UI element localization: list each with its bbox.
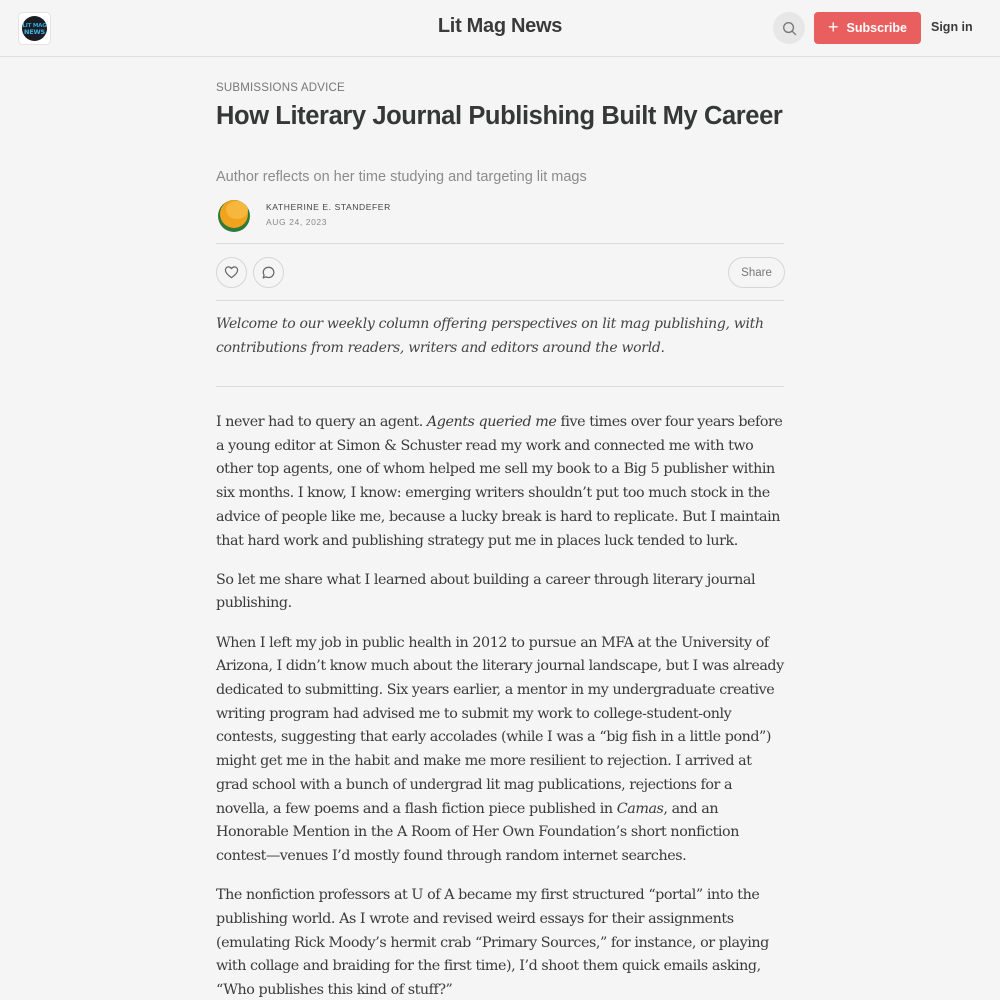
search-icon (782, 21, 797, 36)
publication-logo[interactable] (19, 13, 50, 44)
divider (216, 243, 784, 244)
search-button[interactable] (773, 12, 805, 44)
publish-date: AUG 24, 2023 (266, 217, 328, 227)
like-button[interactable] (216, 257, 247, 288)
top-navigation-bar (0, 0, 1000, 57)
site-title[interactable]: Lit Mag News (437, 15, 563, 37)
heart-icon (224, 265, 239, 280)
author-avatar[interactable] (218, 200, 250, 232)
paragraph: When I left my job in public health in 2012 to pursue an MFA at the University of Arizona, I didn’t know much about the literary journal landscape, but I was already dedicated to submitting. Six years earlier, a mentor in my undergraduate creative writing program had advised me to submit my work to college-student-only contests, suggesting that early accolades (while I was a “big fish in a little pond”) might get me in the habit and make me more resilient to rejection. I arrived at grad school with a bunch of undergrad lit mag publications, rejections for a novella, a few poems and a flash fiction piece published in Camas, and an Honorable Mention in the A Room of Her Own Foundation’s short nonfiction contest—venues I’d mostly found through random internet searches. (216, 634, 784, 864)
comment-button[interactable] (253, 257, 284, 288)
author-name[interactable]: KATHERINE E. STANDEFER (266, 202, 391, 212)
paragraph: I never had to query an agent. Agents queried me five times over four years before a young editor at Simon & Schuster read my work and connected me with two other top agents, one of whom helped me sell my book to a Big 5 publisher within six months. I know, I know: emerging writers shouldn’t put too much stock in the advice of people like me, because a lucky break is hard to replicate. But I maintain that hard work and publishing strategy put me in places luck tended to lurk. (216, 414, 783, 549)
byline (216, 198, 784, 234)
logo-text-line2: NEWS (24, 27, 45, 36)
comment-bubble-icon (261, 265, 276, 280)
plus-icon: + (828, 17, 839, 37)
subscribe-button[interactable] (814, 12, 921, 44)
article-category[interactable]: SUBMISSIONS ADVICE (216, 82, 345, 94)
sign-in-link[interactable]: Sign in (931, 20, 973, 34)
article-body (216, 411, 784, 1000)
share-button[interactable]: Share (728, 257, 785, 288)
column-intro: Welcome to our weekly column offering perspectives on lit mag publishing, with contributions from readers, writers and editors around the world. (216, 316, 764, 356)
article-subtitle: Author reflects on her time studying and targeting lit mags (216, 169, 587, 185)
paragraph: So let me share what I learned about building a career through literary journal publishing. (216, 571, 756, 612)
divider (216, 386, 784, 387)
subscribe-label: Subscribe (846, 21, 907, 35)
logo-badge (22, 16, 47, 41)
article-title: How Literary Journal Publishing Built My Career (216, 102, 783, 130)
paragraph: The nonfiction professors at U of A became my first structured “portal” into the publishing world. As I wrote and revised weird essays for their assignments (emulating Rick Moody’s hermit crab “Primary Sources,” for instance, or playing with collage and braiding for the first time), I’d shoot them quick emails asking, “Who publishes this kind of stuff?” (216, 887, 769, 998)
logo-text-line1: LIT MAG (22, 22, 47, 29)
divider (216, 300, 784, 301)
